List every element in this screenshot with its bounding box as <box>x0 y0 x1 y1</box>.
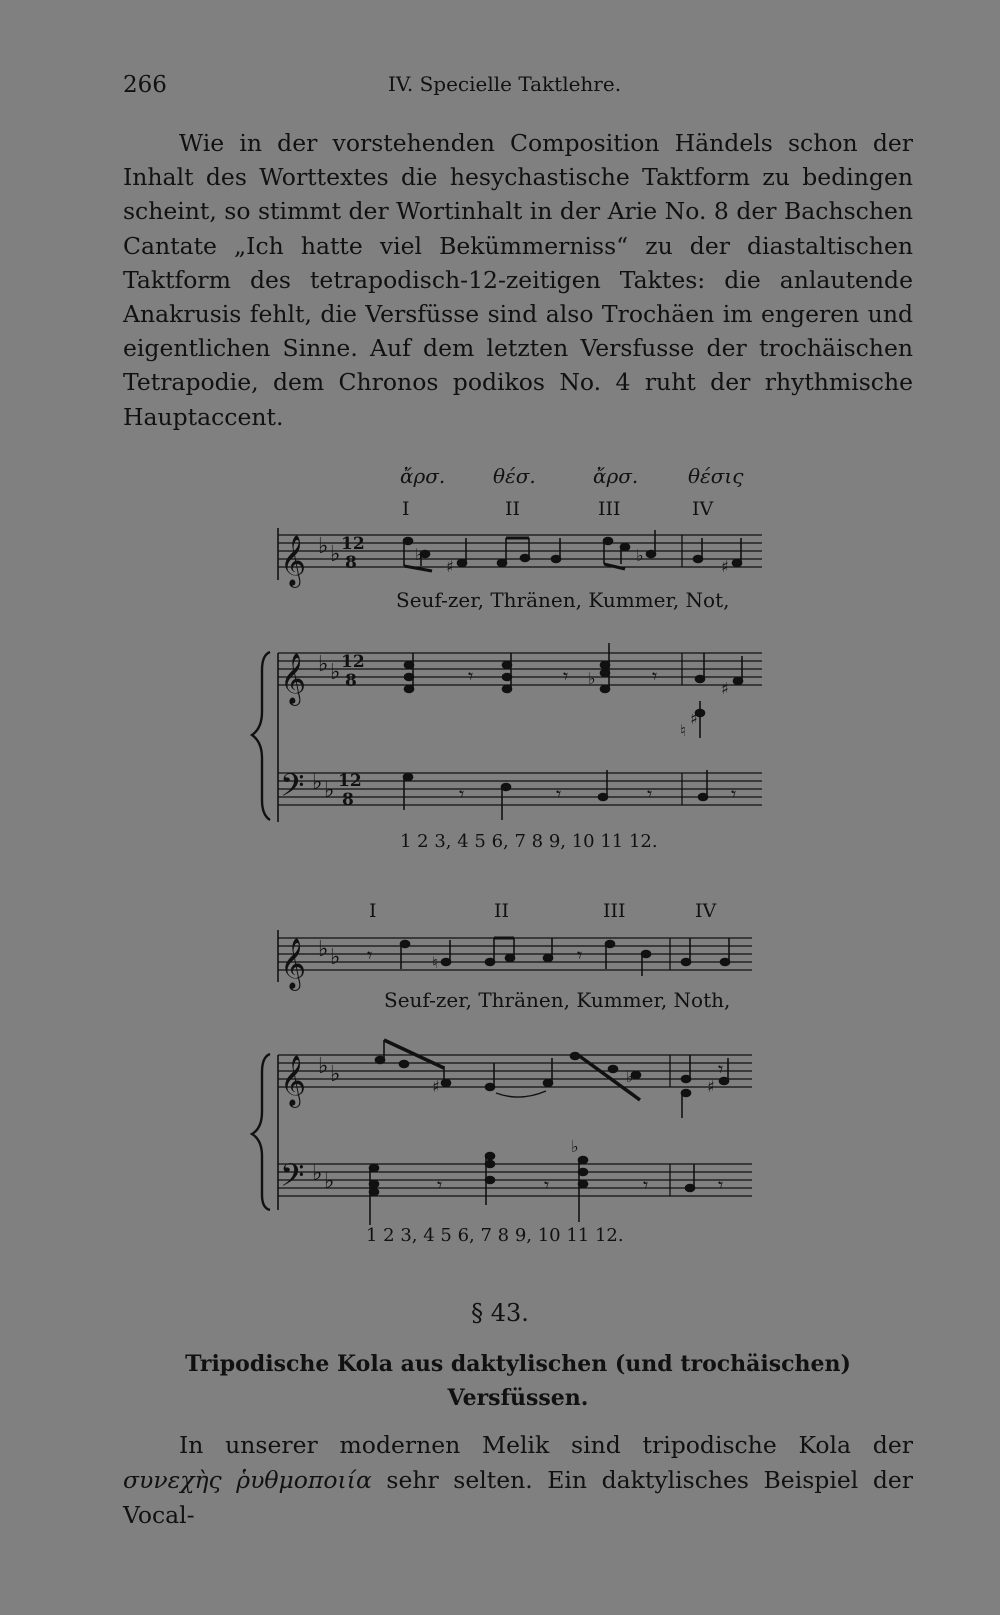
greek-label: ἄρσ. <box>400 464 446 488</box>
brace <box>252 652 270 820</box>
piano-treble-staff <box>278 1055 752 1087</box>
greek-phrase: συνεχὴς ῥυθμοποιία <box>123 1466 372 1494</box>
flat-icon: ♭ <box>312 770 323 795</box>
rest-icon: 𝄾 <box>563 664 569 688</box>
count-numbers: 1 2 3, 4 5 6, 7 8 9, 10 11 12. <box>400 831 658 852</box>
lyrics-line: Seuf-zer, Thränen, Kummer, Noth, <box>384 988 731 1012</box>
flat-icon: ♭ <box>415 545 423 564</box>
paragraph-text: In unserer modernen Melik sind tripodische Kola der <box>179 1431 913 1459</box>
foot-numeral: IV <box>695 900 717 922</box>
foot-numeral: I <box>402 498 410 520</box>
rest-icon: 𝄾 <box>718 1173 724 1197</box>
time-sig-bottom: 8 <box>345 553 357 573</box>
section-number: § 43. <box>471 1299 529 1327</box>
treble-clef-icon: 𝄞 <box>280 535 307 586</box>
flat-icon: ♭ <box>318 534 329 559</box>
flat-icon: ♭ <box>324 1169 335 1194</box>
voice-staff <box>278 930 752 982</box>
sharp-icon: ♯ <box>721 679 729 698</box>
flat-icon: ♭ <box>318 652 329 677</box>
foot-numeral: IV <box>692 498 714 520</box>
greek-label: ἄρσ. <box>593 464 639 488</box>
flat-icon: ♭ <box>571 1137 579 1156</box>
foot-numeral: II <box>494 900 510 922</box>
time-sig-top: 12 <box>341 652 365 672</box>
foot-numeral: I <box>369 900 377 922</box>
flat-icon: ♭ <box>330 945 341 970</box>
time-sig-bottom: 8 <box>342 790 354 810</box>
bass-clef-icon: 𝄢 <box>280 767 305 811</box>
time-sig-bottom: 8 <box>345 671 357 691</box>
running-title: IV. Specielle Taktlehre. <box>388 72 622 96</box>
treble-clef-icon: 𝄞 <box>280 653 307 704</box>
rest-icon: 𝄾 <box>643 1173 649 1197</box>
rest-icon: 𝄾 <box>437 1173 443 1197</box>
rest-icon: 𝄾 <box>577 943 583 967</box>
treble-clef-icon: 𝄞 <box>280 938 307 989</box>
body-paragraph-1: Wie in der vorstehenden Composition Händels schon der Inhalt des Worttextes die hesychastische Taktform zu bedingen scheint, so stimmt der Wortinhalt in der Arie No. 8 der Bachschen Cantate „Ich hatte viel Bekümmerniss“ zu der diastaltischen Taktform des tetrapodisch-12-zeitigen Taktes: die anlautende Anakrusis fehlt, die Versfüsse sind also Trochäen im engeren und eigentlichen Sinne. Auf dem letzten Versfusse der trochäischen Tetrapodie, dem Chronos podikos No. 4 ruht der rhythmische Hauptaccent. <box>123 129 913 431</box>
flat-icon: ♭ <box>330 542 341 567</box>
sharp-icon: ♯ <box>721 557 729 576</box>
body-paragraph-2 <box>123 1428 913 1533</box>
section-heading: Tripodische Kola aus daktylischen (und trochäischen) Versfüssen. <box>185 1351 851 1411</box>
greek-label: θέσ. <box>493 464 536 488</box>
flat-icon: ♭ <box>330 660 341 685</box>
greek-label: θέσις <box>688 464 744 488</box>
lyrics-line: Seuf-zer, Thränen, Kummer, Not, <box>396 588 730 612</box>
time-sig-top: 12 <box>338 771 362 791</box>
natural-icon: ♮ <box>432 953 438 972</box>
flat-icon: ♭ <box>312 1161 323 1186</box>
foot-numeral: III <box>603 900 626 922</box>
page-number: 266 <box>123 72 167 98</box>
flat-icon: ♭ <box>636 546 644 565</box>
flat-icon: ♭ <box>588 669 596 688</box>
example-2 <box>252 900 752 1246</box>
sharp-icon: ♯ <box>432 1077 440 1096</box>
flat-icon: ♭ <box>626 1067 634 1086</box>
example-1 <box>252 464 762 852</box>
rest-icon: 𝄾 <box>652 664 658 688</box>
rest-icon: 𝄾 <box>544 1173 550 1197</box>
sharp-icon: ♯ <box>446 557 454 576</box>
rest-icon: 𝄾 <box>718 1057 724 1081</box>
rest-icon: 𝄾 <box>459 782 465 806</box>
rest-icon: 𝄾 <box>731 782 737 806</box>
flat-icon: ♭ <box>324 778 335 803</box>
flat-icon: ♭ <box>318 937 329 962</box>
flat-icon: ♭ <box>330 1062 341 1087</box>
rest-icon: 𝄾 <box>556 782 562 806</box>
brace <box>252 1054 270 1210</box>
foot-numeral: II <box>505 498 521 520</box>
bass-clef-icon: 𝄢 <box>280 1157 305 1201</box>
sharp-icon: ♯ <box>707 1077 715 1096</box>
sharp-icon: ♯ <box>690 709 698 728</box>
rest-icon: 𝄾 <box>647 782 653 806</box>
natural-icon: ♮ <box>680 721 686 740</box>
paragraph-text: sehr selten. Ein daktylisches Beispiel der Vocal- <box>123 1466 913 1529</box>
rest-icon: 𝄾 <box>367 943 373 967</box>
treble-clef-icon: 𝄞 <box>280 1055 307 1106</box>
count-numbers: 1 2 3, 4 5 6, 7 8 9, 10 11 12. <box>366 1225 624 1246</box>
foot-numeral: III <box>598 498 621 520</box>
flat-icon: ♭ <box>318 1054 329 1079</box>
rest-icon: 𝄾 <box>468 664 474 688</box>
time-sig-top: 12 <box>341 534 365 554</box>
